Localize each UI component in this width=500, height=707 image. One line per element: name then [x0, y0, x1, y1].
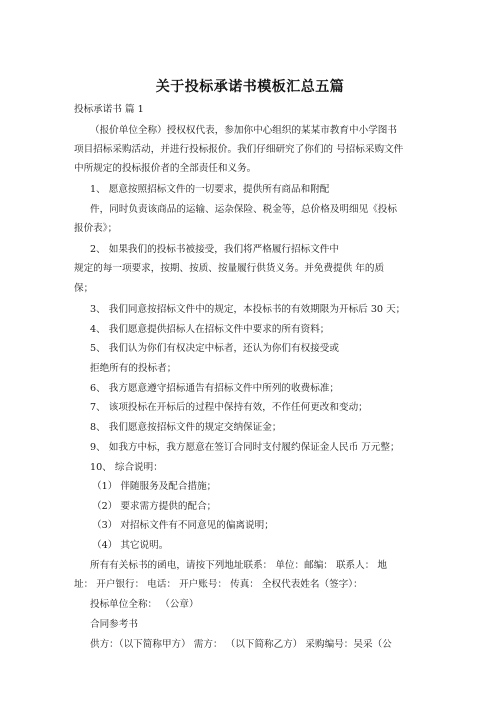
text-line: 所有有关标书的函电，请按下列地址联系： 单位：邮编： 联系人： 地 — [90, 560, 387, 571]
text-line: 供方：（以下简称甲方） 需方： （以下简称乙方） 采购编号：吴采（公 — [90, 639, 392, 650]
text-line: 件，同时负责该商品的运输、运杂保险、税金等，总价格及明细见《投标 — [90, 204, 397, 215]
text-line: 投标单位全称： （公章） — [90, 599, 199, 610]
text-line: （1） 伴随服务及配合措施； — [92, 481, 217, 492]
text-line: 9、 如我方中标，我方愿意在签订合同时支付履约保证金人民币 万元整； — [90, 442, 400, 453]
text-line: （2） 要求需方提供的配合； — [92, 501, 217, 512]
text-line: 中所规定的投标报价者的全部责任和义务。 — [74, 163, 257, 174]
document-title: 关于投标承诺书模板汇总五篇 — [155, 79, 345, 95]
text-line: 7、 该项投标在开标后的过程中保持有效，不作任何更改和变动； — [90, 402, 368, 413]
text-line: 4、 我们愿意提供招标人在招标文件中要求的所有资料； — [90, 324, 330, 335]
text-line: 项目招标采购活动，并进行投标报价。我们仔细研究了你们的 号招标采购文件 — [74, 144, 404, 155]
text-line: 报价表》； — [74, 223, 118, 234]
text-line: 合同参考书 — [90, 619, 138, 630]
text-line: 6、 我方愿意遵守招标通告有招标文件中所列的收费标准； — [90, 383, 339, 394]
text-line: 10、 综合说明： — [90, 462, 163, 473]
text-line: （4） 其它说明。 — [92, 540, 169, 551]
text-line: 规定的每一项要求，按期、按质、按量履行供货义务。并免费提供 年的质 — [74, 263, 385, 274]
text-line: 5、 我们认为你们有权决定中标者，还认为你们有权接受或 — [90, 343, 339, 354]
text-line: （3） 对招标文件有不同意见的偏离说明； — [92, 520, 274, 531]
text-line: 保； — [74, 283, 94, 294]
text-line: 2、 如果我们的投标书被接受，我们将严格履行招标文件中 — [90, 244, 339, 255]
text-line: 址： 开户银行： 电话： 开户账号： 传真： 全权代表姓名（签字）： — [74, 579, 363, 590]
text-line: 3、 我们同意按招标文件中的规定，本投标书的有效期限为开标后 30 天； — [90, 304, 406, 315]
text-line: 1、 愿意按照招标文件的一切要求，提供所有商品和附配 — [90, 184, 330, 195]
text-line: 拒绝所有的投标者； — [90, 363, 177, 374]
text-line: （报价单位全称）授权权代表，参加你中心组织的某某市教育中小学图书 — [90, 125, 397, 136]
text-line: 投标承诺书 篇 1 — [74, 104, 144, 115]
text-line: 8、 我们愿意按招标文件的规定交纳保证金； — [90, 422, 282, 433]
